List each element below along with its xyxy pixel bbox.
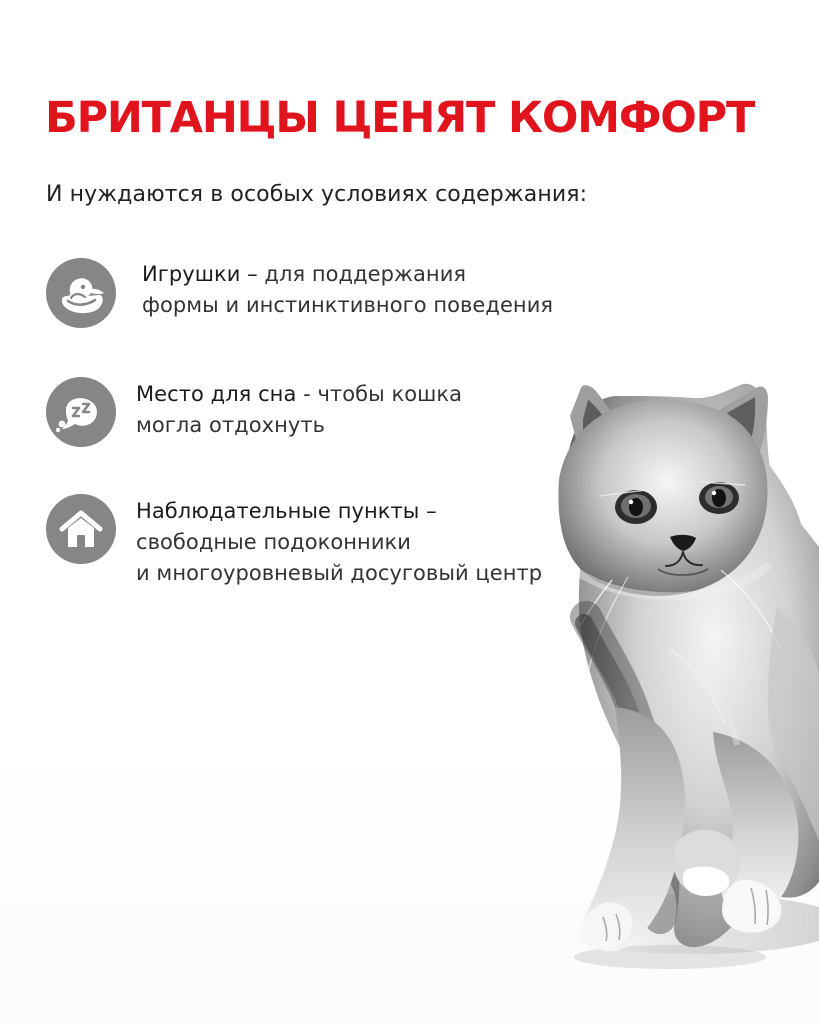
- feature-sleep-text: [136, 379, 462, 441]
- page-subtitle: И нуждаются в особых условиях содержания:: [46, 182, 588, 207]
- feature-sleep-title: Место для сна: [136, 382, 297, 406]
- feature-toys-description-line-2: формы и инстинктивного поведения: [142, 293, 554, 317]
- house-icon: [46, 494, 116, 564]
- feature-sleep-description-line-2: могла отдохнуть: [136, 413, 326, 437]
- feature-toys-description-line-1: для поддержания: [257, 262, 467, 286]
- duck-toy-icon: [46, 258, 116, 328]
- feature-watch-points-description-line-2: свободные подоконники: [136, 530, 411, 554]
- feature-toys-title: Игрушки –: [142, 262, 258, 286]
- page-title: БРИТАНЦЫ ЦЕНЯТ КОМФОРТ: [45, 93, 755, 143]
- sleep-bubble-icon: [46, 377, 116, 447]
- british-shorthair-cat-photo: [470, 372, 819, 1022]
- feature-toys-text: [142, 259, 553, 321]
- feature-watch-points-title: Наблюдательные пункты –: [136, 499, 437, 523]
- feature-watch-points-description-line-3: и многоуровневый досуговый центр: [136, 561, 543, 585]
- feature-sleep-description-line-1: - чтобы кошка: [296, 382, 463, 406]
